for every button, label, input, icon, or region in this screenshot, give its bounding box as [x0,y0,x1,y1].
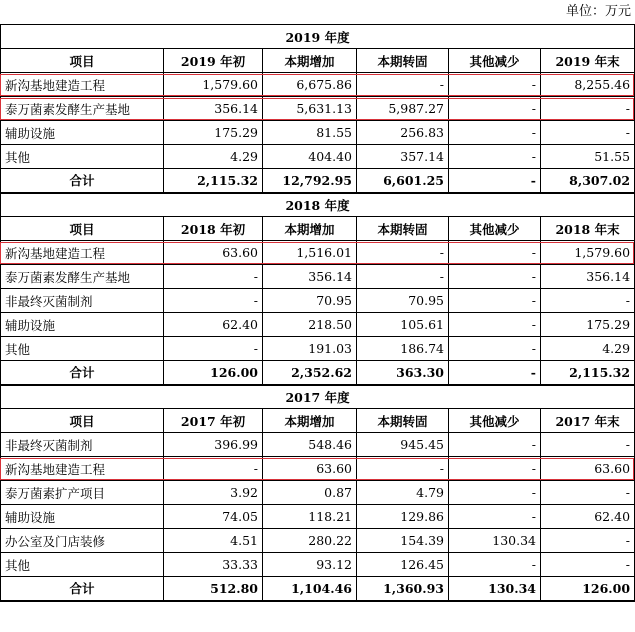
column-header: 本期转固 [357,49,449,73]
value-cell: - [541,481,635,505]
value-cell: - [357,457,449,481]
value-cell: 154.39 [357,529,449,553]
column-header: 2017 年初 [164,409,263,433]
value-cell: - [541,97,635,121]
value-cell: - [541,529,635,553]
value-cell: 62.40 [164,313,263,337]
value-cell: - [449,337,541,361]
value-cell: 129.86 [357,505,449,529]
item-name: 非最终灭菌制剂 [1,433,164,457]
value-cell: 8,307.02 [541,169,635,193]
table-row [1,457,635,481]
table-row [1,265,635,289]
value-cell: 357.14 [357,145,449,169]
value-cell: 63.60 [164,241,263,265]
item-name: 辅助设施 [1,121,164,145]
item-name: 泰万菌素发酵生产基地 [1,265,164,289]
value-cell: 1,579.60 [541,241,635,265]
table-row [1,241,635,265]
value-cell: - [541,289,635,313]
value-cell: 126.45 [357,553,449,577]
table-row [1,505,635,529]
value-cell: 404.40 [263,145,357,169]
value-cell: 63.60 [263,457,357,481]
value-cell: 4.79 [357,481,449,505]
value-cell: 356.14 [164,97,263,121]
value-cell: 8,255.46 [541,73,635,97]
year-title: 2019 年度 [1,25,635,49]
item-name: 合计 [1,169,164,193]
value-cell: 126.00 [164,361,263,385]
value-cell: 1,104.46 [263,577,357,601]
column-header: 本期增加 [263,409,357,433]
item-name: 合计 [1,361,164,385]
item-name: 其他 [1,337,164,361]
value-cell: 12,792.95 [263,169,357,193]
value-cell: 93.12 [263,553,357,577]
value-cell: 63.60 [541,457,635,481]
column-header: 2018 年末 [541,217,635,241]
value-cell: - [541,121,635,145]
value-cell: 62.40 [541,505,635,529]
value-cell: - [449,265,541,289]
column-header: 本期增加 [263,217,357,241]
value-cell: - [449,97,541,121]
value-cell: 396.99 [164,433,263,457]
value-cell: 218.50 [263,313,357,337]
value-cell: 126.00 [541,577,635,601]
item-name: 办公室及门店装修 [1,529,164,553]
value-cell: 175.29 [541,313,635,337]
value-cell: - [164,457,263,481]
item-name: 辅助设施 [1,313,164,337]
item-name: 合计 [1,577,164,601]
year-title-row [1,193,635,217]
value-cell: 4.29 [164,145,263,169]
column-header: 本期转固 [357,409,449,433]
table-row [1,481,635,505]
value-cell: 70.95 [263,289,357,313]
year-title: 2017 年度 [1,385,635,409]
column-header: 2019 年初 [164,49,263,73]
table-row [1,145,635,169]
value-cell: - [449,457,541,481]
value-cell: - [541,553,635,577]
value-cell: - [449,481,541,505]
value-cell: 5,987.27 [357,97,449,121]
value-cell: 256.83 [357,121,449,145]
value-cell: 191.03 [263,337,357,361]
value-cell: - [449,313,541,337]
item-name: 泰万菌素扩产项目 [1,481,164,505]
value-cell: 2,115.32 [541,361,635,385]
year-title: 2018 年度 [1,193,635,217]
total-row [1,169,635,193]
table-row [1,73,635,97]
value-cell: - [357,265,449,289]
column-header: 本期增加 [263,49,357,73]
value-cell: 70.95 [357,289,449,313]
total-row [1,361,635,385]
value-cell: - [449,73,541,97]
value-cell: - [449,289,541,313]
construction-in-progress-table [0,24,635,602]
value-cell: 0.87 [263,481,357,505]
value-cell: - [449,361,541,385]
value-cell: - [449,145,541,169]
value-cell: - [357,73,449,97]
column-header: 项目 [1,409,164,433]
header-row [1,217,635,241]
value-cell: - [164,289,263,313]
item-name: 新沟基地建造工程 [1,457,164,481]
value-cell: 1,579.60 [164,73,263,97]
value-cell: 2,115.32 [164,169,263,193]
value-cell: 74.05 [164,505,263,529]
value-cell: 363.30 [357,361,449,385]
column-header: 其他减少 [449,409,541,433]
item-name: 非最终灭菌制剂 [1,289,164,313]
item-name: 其他 [1,553,164,577]
item-name: 辅助设施 [1,505,164,529]
value-cell: 130.34 [449,529,541,553]
value-cell: - [449,553,541,577]
header-row [1,49,635,73]
table-row [1,337,635,361]
value-cell: - [449,433,541,457]
value-cell: 280.22 [263,529,357,553]
item-name: 泰万菌素发酵生产基地 [1,97,164,121]
value-cell: 175.29 [164,121,263,145]
column-header: 其他减少 [449,49,541,73]
table-row [1,121,635,145]
year-title-row [1,25,635,49]
table-row [1,553,635,577]
value-cell: 118.21 [263,505,357,529]
value-cell: 1,360.93 [357,577,449,601]
value-cell: 945.45 [357,433,449,457]
value-cell: 356.14 [541,265,635,289]
item-name: 新沟基地建造工程 [1,73,164,97]
value-cell: 130.34 [449,577,541,601]
value-cell: 3.92 [164,481,263,505]
column-header: 其他减少 [449,217,541,241]
value-cell: 33.33 [164,553,263,577]
column-header: 2018 年初 [164,217,263,241]
value-cell: 512.80 [164,577,263,601]
column-header: 项目 [1,217,164,241]
value-cell: 548.46 [263,433,357,457]
year-title-row [1,385,635,409]
value-cell: - [449,241,541,265]
value-cell: - [449,121,541,145]
column-header: 本期转固 [357,217,449,241]
value-cell: - [541,433,635,457]
value-cell: 5,631.13 [263,97,357,121]
value-cell: 105.61 [357,313,449,337]
value-cell: 6,675.86 [263,73,357,97]
table-row [1,289,635,313]
value-cell: - [164,337,263,361]
value-cell: 356.14 [263,265,357,289]
table-row [1,529,635,553]
table-row [1,97,635,121]
item-name: 新沟基地建造工程 [1,241,164,265]
table-row [1,313,635,337]
value-cell: - [449,169,541,193]
value-cell: - [357,241,449,265]
value-cell: 186.74 [357,337,449,361]
value-cell: - [164,265,263,289]
header-row [1,409,635,433]
unit-label: 单位：万元 [565,4,631,19]
total-row [1,577,635,601]
value-cell: 6,601.25 [357,169,449,193]
column-header: 2019 年末 [541,49,635,73]
value-cell: 51.55 [541,145,635,169]
item-name: 其他 [1,145,164,169]
value-cell: 2,352.62 [263,361,357,385]
column-header: 项目 [1,49,164,73]
value-cell: - [449,505,541,529]
table-row [1,433,635,457]
column-header: 2017 年末 [541,409,635,433]
value-cell: 81.55 [263,121,357,145]
value-cell: 4.29 [541,337,635,361]
value-cell: 1,516.01 [263,241,357,265]
value-cell: 4.51 [164,529,263,553]
